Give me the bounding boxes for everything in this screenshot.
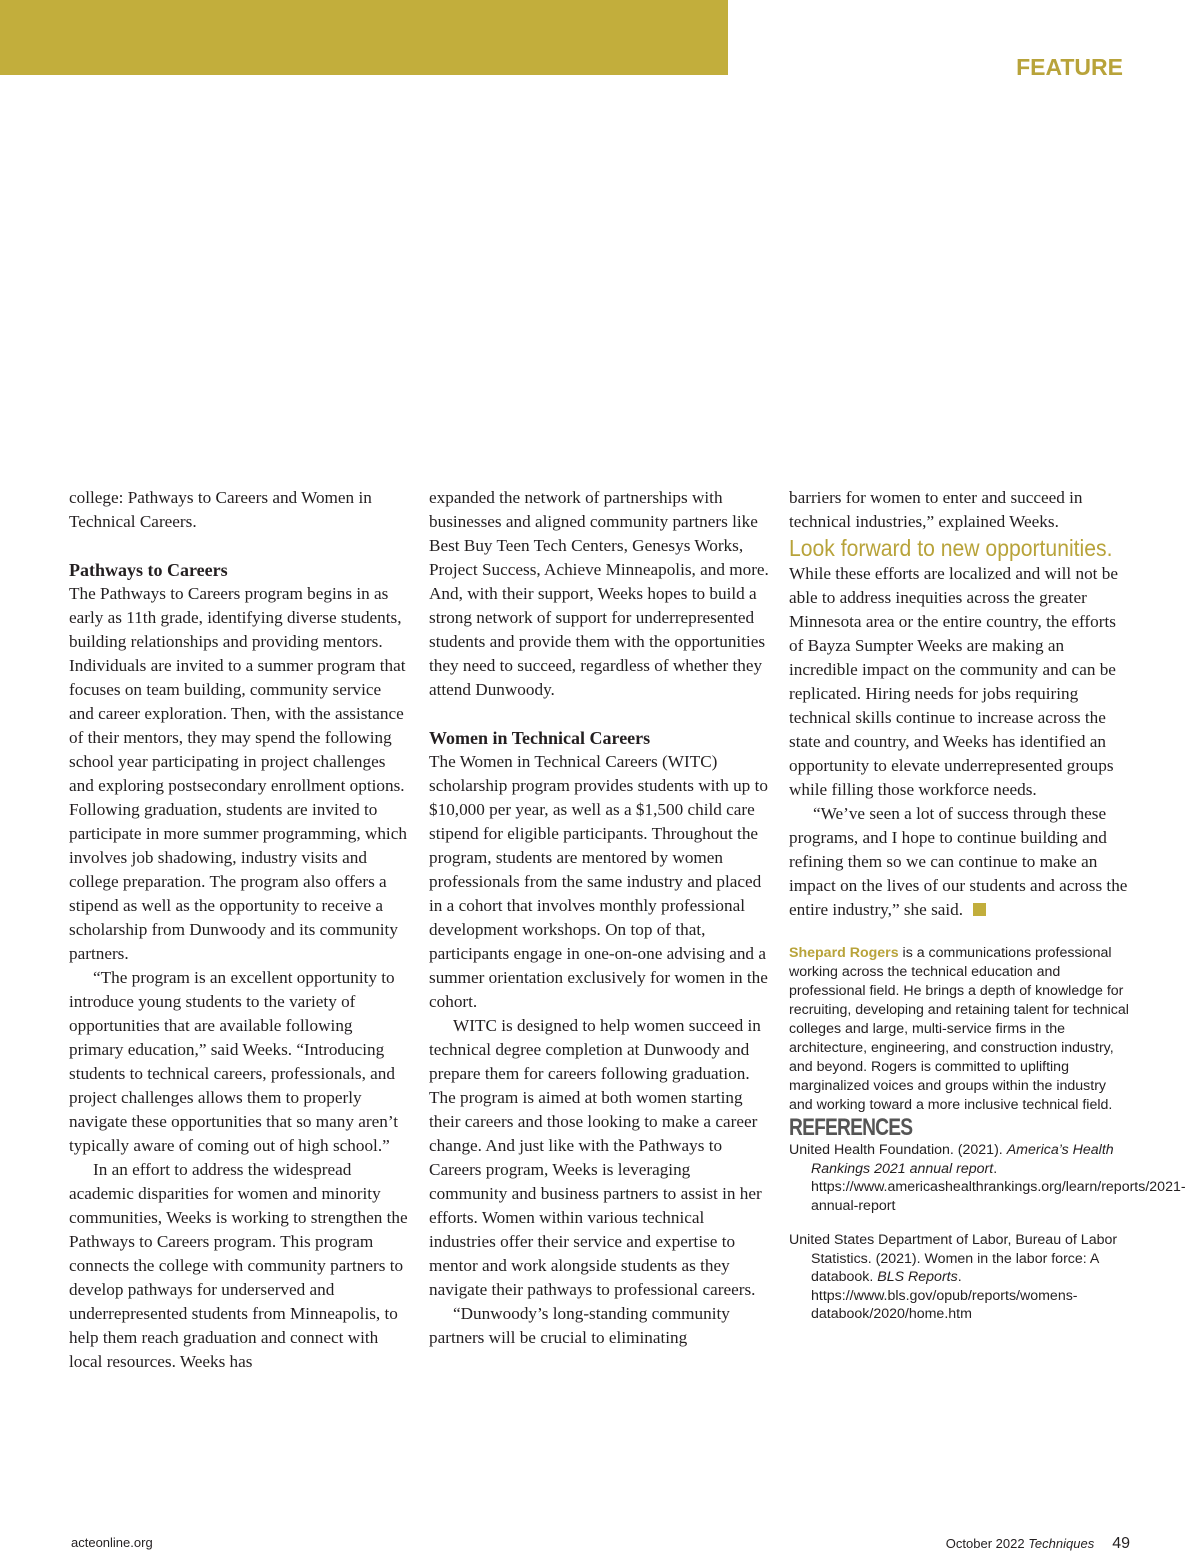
paragraph: In an effort to address the widespread academic disparities for women and minority communities, Weeks is working to strengthen the Pathways to Careers program. This program connects the college with community partners to develop pathways for underserved and underrepresented students from Minneapolis, to help them reach graduation and connect with local resources. Weeks has — [69, 1160, 408, 1371]
paragraph: “Dunwoody’s long-standing community partners will be crucial to eliminating — [429, 1304, 730, 1347]
subheading-look-forward: Look forward to new opportunities. — [789, 535, 1113, 561]
section-label: FEATURE — [1016, 54, 1123, 80]
paragraph: barriers for women to enter and succeed in technical industries,” explained Weeks. — [789, 488, 1083, 531]
closing-quote: “We’ve seen a lot of success through these programs, and I hope to continue building and refining them so we can continue to make an impact on the lives of our students and across the entire industry,” she said. — [789, 804, 1128, 919]
paragraph: While these efforts are localized and will not be able to address inequities across the greater Minnesota area or the entire country, the efforts of Bayza Sumpter Weeks are making an incredible impact on the community and can be replicated. Hiring needs for jobs requiring technical skills continue to increase across the state and country, and Weeks has identified an opportunity to elevate underrepresented groups while filling those workforce needs. — [789, 564, 1118, 799]
footer-site: acteonline.org — [71, 1535, 153, 1550]
end-of-article-mark — [973, 903, 986, 916]
paragraph: “The program is an excellent opportunity to introduce young students to the variety of opportunities that are available following primary education,” said Weeks. “Introducing students to technical careers, professionals, and project challenges allows them to properly navigate these opportunities that so many aren’t typically aware of coming out of high school.” — [69, 968, 399, 1155]
paragraph: expanded the network of partnerships with businesses and aligned community partners like Best Buy Teen Tech Centers, Genesys Works, Project Success, Achieve Minneapolis, and more. And, with their support, Weeks hopes to build a strong network of support for underrepresented students and provide them with the opportunities they need to succeed, regardless of whether they attend Dunwoody. — [429, 488, 769, 699]
author-bio-text: is a communications professional working across the technical education and professional field. He brings a depth of knowledge for recruiting, developing and retaining talent for technical colleges and large, multi-service firms in the architecture, engineering, and construction industry, and beyond. Rogers is committed to uplifting marginalized voices and groups within the industry and working toward a more inclusive technical field. — [789, 945, 1129, 1113]
author-bio — [789, 944, 1131, 1115]
column-3 — [789, 486, 1186, 1340]
paragraph — [789, 802, 1131, 922]
paragraph: The Women in Technical Careers (WITC) scholarship program provides students with up to $10,000 per year, as well as a $1,500 child care stipend for eligible participants. Throughout the program, students are mentored by women professionals from the same industry and placed in a cohort that involves monthly professional development workshops. On top of that, participants engage in one-on-one advising and a summer orientation exclusively for women in the cohort. — [429, 752, 768, 1011]
page-number: 49 — [1112, 1535, 1130, 1552]
subheading-witc: Women in Technical Careers — [429, 728, 651, 748]
paragraph: The Pathways to Careers program begins in as early as 11th grade, identifying diverse students, building relationships and providing mentors. Individuals are invited to a summer program that focuses on team building, community service and career exploration. Then, with the assistance of their mentors, they may spend the following school year participating in project challenges and exploring postsecondary enrollment options. Following graduation, students are invited to participate in more summer programming, which involves job shadowing, industry visits and college preparation. The program also offers a stipend as well as the opportunity to receive a scholarship from Dunwoody and its community partners. — [69, 584, 407, 963]
references-heading: REFERENCES — [789, 1114, 913, 1141]
subheading-pathways: Pathways to Careers — [69, 560, 228, 580]
column-1 — [69, 486, 409, 1374]
intro-paragraph: college: Pathways to Careers and Women in Technical Careers. — [69, 488, 372, 531]
column-2 — [429, 486, 769, 1350]
paragraph: WITC is designed to help women succeed in technical degree completion at Dunwoody and prepare them for careers following graduation. The program is aimed at both women starting their careers and those looking to make a career change. And just like with the Pathways to Careers program, Weeks is leveraging community and business partners to assist in her efforts. Women within various technical industries offer their service and expertise to mentor and work alongside students as they navigate their pathways to professional careers. — [429, 1016, 762, 1299]
footer-issue: October 2022 Techniques 49 — [945, 1535, 1130, 1552]
reference-item: United Health Foundation. (2021). America’s Health Rankings 2021 annual report. https://www.americashealthrankings.org/learn/reports/2021-annual-report — [789, 1142, 1186, 1214]
header-accent-bar — [0, 0, 728, 75]
reference-item: United States Department of Labor, Bureau of Labor Statistics. (2021). Women in the labor force: A databook. BLS Reports. https://www.bls.gov/opub/reports/womens-databook/2020/home.htm — [789, 1232, 1118, 1322]
author-name: Shepard Rogers — [789, 945, 899, 961]
